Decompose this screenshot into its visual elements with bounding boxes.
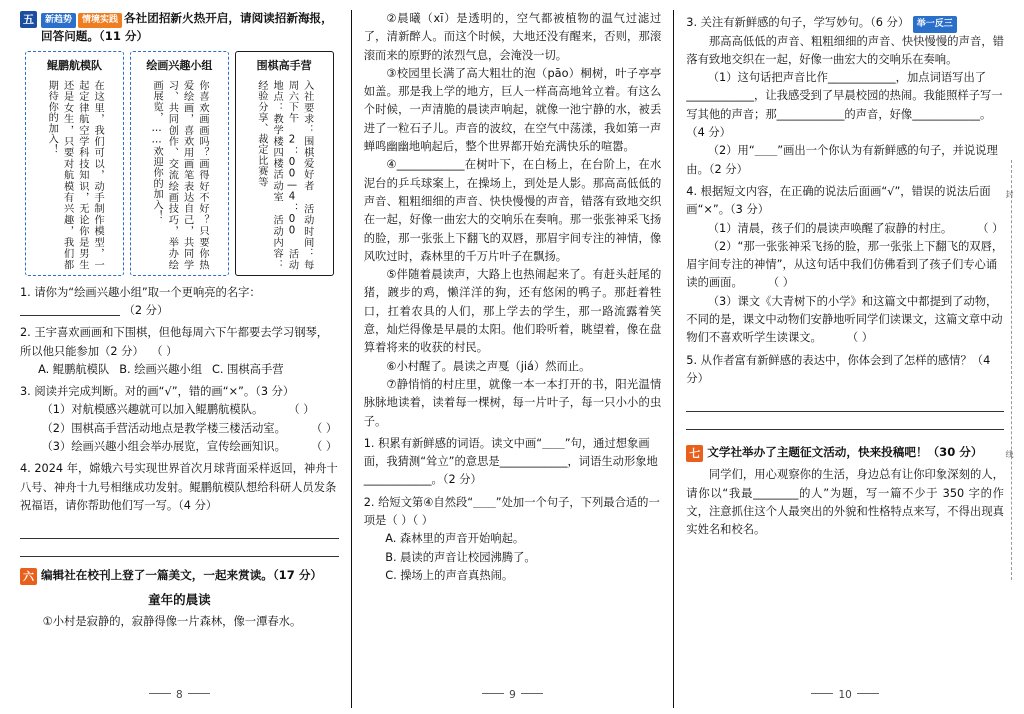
- answer-paren[interactable]: （ ）: [310, 421, 338, 435]
- section-6-header: [20, 567, 339, 585]
- judgement-text: （2）围棋高手营活动地点是教学楼三楼活动室。: [41, 421, 286, 435]
- tag-extrapolate: 举一反三: [913, 16, 957, 33]
- answer-paren[interactable]: （ ）: [310, 440, 338, 454]
- question-6-2-body: 给短文第④自然段“＿＿”处加一个句子，下列最合适的一项是（ ）（ ）: [363, 495, 660, 528]
- article-paragraph-7: ⑦静悄悄的村庄里，就像一本一本打开的书，阳光温情脉脉地读着，读着每一棵树，每一片叶子，每一只小小的虫子。: [363, 377, 662, 428]
- question-6-3-sub-2: （2）用“＿＿”画出一个你认为有新鲜感的句子，并说说理由。（2 分）: [686, 144, 998, 176]
- answer-line[interactable]: [686, 394, 1004, 412]
- poster-group: [20, 51, 339, 276]
- option-a[interactable]: A. 鲲鹏航模队: [38, 362, 110, 376]
- question-5-1-score: （2 分）: [123, 303, 169, 317]
- page-number-value: 8: [176, 689, 183, 701]
- question-5-3-item-3: [20, 438, 339, 456]
- question-6-4-item-1: [686, 220, 1004, 238]
- poster-body: 在这里，我们可以，动手制作模型，一起定律航空学科技知识，无论你是男生还是女生，只要对航模有兴趣，我们都期待你的加入！: [46, 79, 104, 270]
- question-6-5-num: 5.: [686, 353, 698, 367]
- column-middle: [351, 10, 674, 708]
- question-5-4-body: 2024 年，嫦娥六号实现世界首次月球背面采样返回，神舟十八号、神舟十九号相继成功发射。鲲鹏航模队想给科研人员发条祝福语，请你帮助他们写一写。（4 分）: [20, 462, 338, 512]
- answer-line[interactable]: [686, 412, 1004, 430]
- poster-model-club: [25, 51, 124, 276]
- option-b[interactable]: B. 绘画兴趣小组: [119, 362, 202, 376]
- answer-area[interactable]: [686, 394, 1004, 430]
- answer-blank[interactable]: [20, 304, 120, 316]
- question-5-4: [20, 460, 339, 557]
- question-6-1-num: 1.: [363, 436, 375, 450]
- answer-paren[interactable]: （ ）: [846, 331, 874, 345]
- question-5-3-num: 3.: [20, 385, 31, 399]
- section-5-number: 五: [20, 11, 37, 28]
- section-7-title: 文学社举办了主题征文活动，快来投稿吧！（30 分）: [707, 445, 983, 460]
- question-5-2-options: [38, 361, 339, 379]
- page-number-right: [674, 687, 1016, 704]
- question-6-4-num: 4.: [686, 184, 698, 198]
- section-6-number: 六: [20, 568, 37, 585]
- poster-painting-club: [130, 51, 229, 276]
- question-6-4-item-3: [686, 293, 1004, 348]
- question-6-3: [686, 14, 1004, 179]
- question-6-3-sub-1: （1）这句话把声音比作____________，加点词语写出了____________，让我感受到了早晨校园的热闹。我能照样子写一写其他的声音；那____________的声音，好像____________。（4 分）: [686, 71, 1003, 140]
- question-5-2: [20, 324, 339, 379]
- answer-paren[interactable]: （ ）: [288, 403, 315, 417]
- column-right: [673, 10, 1016, 708]
- option-c[interactable]: C. 围棋高手营: [212, 362, 284, 376]
- section-6: [20, 567, 339, 632]
- article-paragraph-3: ③校园里长满了高大粗壮的泡（pāo）桐树，叶子亭亭如盖。那是我上学的地方，巨人一样高高地耸立着。有这么个时候，一声清脆的晨读声响起，就像一池宁静的水，被丢进了一粒石子儿。声音的波纹，在空气中荡漾，我如第一声蝉鸣幽幽地响起后，整个世界都开始充满快乐的喧嚣。: [363, 66, 662, 154]
- option-a[interactable]: A. 森林里的声音开始响起。: [385, 532, 525, 546]
- question-6-5-body: 从作者富有新鲜感的表达中，你体会到了怎样的感情？（4 分）: [686, 353, 991, 385]
- question-6-5: [686, 352, 1004, 431]
- cut-line: [1011, 160, 1012, 580]
- question-5-1-text: 1.: [20, 285, 31, 299]
- question-5-2-body: 王宇喜欢画画和下围棋，但他每周六下午都要去学习钢琴，所以他只能参加（2 分）: [20, 326, 329, 358]
- question-5-3-body: 阅读并完成判断。对的画“√”，错的画“×”。（3 分）: [34, 385, 295, 399]
- article-paragraph-6: ⑥小村醒了。晨读之声戛（jiá）然而止。: [386, 359, 591, 373]
- poster-title: 鲲鹏航模队: [47, 58, 103, 72]
- question-6-4: [686, 183, 1004, 348]
- answer-paren[interactable]: （ ）: [151, 344, 178, 358]
- section-5-title-wrap: [41, 10, 339, 45]
- tag-context-practice: 情境实践: [78, 13, 122, 28]
- judgement-text: （1）对航模感兴趣就可以加入鲲鹏航模队。: [41, 403, 264, 417]
- section-7-body: 同学们，用心观察你的生活，身边总有让你印象深刻的人，请你以“我最________的人”为题，写一篇不少于 350 字的作文，注意抓住这个人最突出的外貌和性格特点来写，不得出现真实姓名和校名。: [686, 468, 1004, 537]
- section-7-header: [686, 444, 1004, 462]
- question-6-4-item-2: [686, 238, 1004, 293]
- question-6-3-num: 3.: [686, 16, 698, 29]
- judgement-text: （1）清晨，孩子们的晨读声唤醒了寂静的村庄。: [707, 221, 953, 235]
- poster-body: 你喜欢画画吗？画得好不好？只要你热爱绘画，喜欢用画笔表达自己，共同学习、共同创作、交流绘画技巧，举办绘画展览，……欢迎你的加入！: [151, 79, 208, 270]
- answer-paren[interactable]: （ ）: [977, 221, 1004, 235]
- edge-mark-seal: 封: [1004, 190, 1014, 201]
- question-5-1-body: 请你为“绘画兴趣小组”取一个更响亮的名字：: [34, 285, 261, 299]
- question-5-2-num: 2.: [20, 326, 31, 340]
- question-5-3-item-1: [20, 401, 339, 419]
- article-paragraph-5: ⑤伴随着晨读声，大路上也热闹起来了。有赶头赶尾的猪，踱步的鸡，懒洋洋的狗，还有悠闲的鸭子。那赶着牲口，扛着农具的人们，那上学去的学生，那一路流露着笑意，灿烂得像是早晨的太阳。他们聆听着，眺望着，像在盘算着将来的收获的村民。: [363, 268, 662, 355]
- article-paragraph-2: ②晨曦（xī）是透明的，空气都被植物的温气过滤过了，清新醉人。而这个时候，大地还没有醒来，否则，那滚滚而来的原野的浓烈气息，会淹没一切。: [363, 12, 662, 62]
- question-5-1: [20, 284, 339, 321]
- page-number-middle: [352, 687, 674, 704]
- page-number-left: [8, 687, 351, 704]
- question-6-3-quote: 那高高低低的声音、粗粗细细的声音、快快慢慢的声音，错落有致地交织在一起，好像一曲宏大的交响乐在奏响。: [686, 34, 1004, 66]
- judgement-text: （3）绘画兴趣小组会举办展览，宣传绘画知识。: [41, 440, 286, 454]
- page-number-value: 10: [838, 689, 852, 701]
- question-5-4-num: 4.: [20, 462, 31, 476]
- question-5-3: [20, 383, 339, 456]
- question-5-3-item-2: [20, 420, 339, 438]
- column-left: [8, 10, 351, 708]
- question-6-2-num: 2.: [363, 495, 375, 509]
- tag-new-trend: 新趋势: [41, 13, 76, 28]
- poster-go-club: [235, 51, 334, 276]
- poster-body: 入社要求：围棋爱好者 活动时间：每周六下午 2：00—4：00 活动地点：教学楼四楼活动室 活动内容：经验分享、裁定比赛等: [255, 79, 313, 270]
- answer-paren[interactable]: （ ）: [767, 276, 795, 290]
- section-7-number: 七: [686, 445, 703, 462]
- article-paragraph-1: ①小村是寂静的，寂静得像一片森林，像一潭春水。: [42, 615, 302, 629]
- question-6-1-body: 积累有新鲜感的词语。读文中画“＿＿”句，通过想象画面，我猜测“耸立”的意思是____________，词语生动形象地____________。（2 分）: [363, 436, 658, 487]
- article-title: 童年的晨读: [148, 592, 211, 608]
- page-number-value: 9: [509, 689, 516, 701]
- poster-title: 围棋高手营: [256, 58, 312, 72]
- question-6-1: [364, 435, 662, 490]
- section-5-title: 各社团招新火热开启，请阅读招新海报，回答问题。（11 分）: [41, 11, 333, 44]
- edge-mark-line: 线: [1004, 450, 1014, 461]
- article-paragraph-4: ④____________在树叶下，在白杨上，在台阶上，在水泥台的乒乓球案上，在操场上，到处是人影。那高高低低的声音、粗粗细细的声音、快快慢慢的声音，错落有致地交织在一起，好像一曲宏大的交响乐在奏响。那一张张神采飞扬的脸，那一张张上下翻飞的双唇，那眉宇间专注的神情，像风吹过时，森林里的千万片叶子在飘扬。: [363, 158, 662, 263]
- question-6-4-body: 根据短文内容，在正确的说法后面画“√”，错误的说法后面画“×”。（3 分）: [686, 184, 991, 217]
- section-6-title: 编辑社在校刊上登了一篇美文，一起来赏读。（17 分）: [41, 568, 323, 583]
- poster-title: 绘画兴趣小组: [146, 58, 213, 72]
- section-5-header: [20, 10, 339, 45]
- option-c[interactable]: C. 操场上的声音真热闹。: [385, 568, 514, 582]
- answer-line[interactable]: [20, 521, 339, 539]
- judgement-text: （2）“那一张张神采飞扬的脸，那一张张上下翻飞的双唇，眉宇间专注的神情”，从这句话中我们仿佛看到了孩子们专心诵读的画面。: [686, 239, 1004, 290]
- judgement-text: （3）课文《大青树下的小学》和这篇文中都提到了动物，不同的是，课文中动物们安静地听同学们读课文，这篇文章中动物们不喜欢听学生读课文。: [686, 294, 1003, 345]
- option-b[interactable]: B. 晨读的声音让校园沸腾了。: [385, 550, 536, 564]
- answer-line[interactable]: [20, 539, 339, 557]
- question-6-3-body: 关注有新鲜感的句子，学写妙句。（6 分）: [700, 16, 910, 29]
- answer-area[interactable]: [20, 521, 339, 557]
- question-6-2: [364, 494, 662, 585]
